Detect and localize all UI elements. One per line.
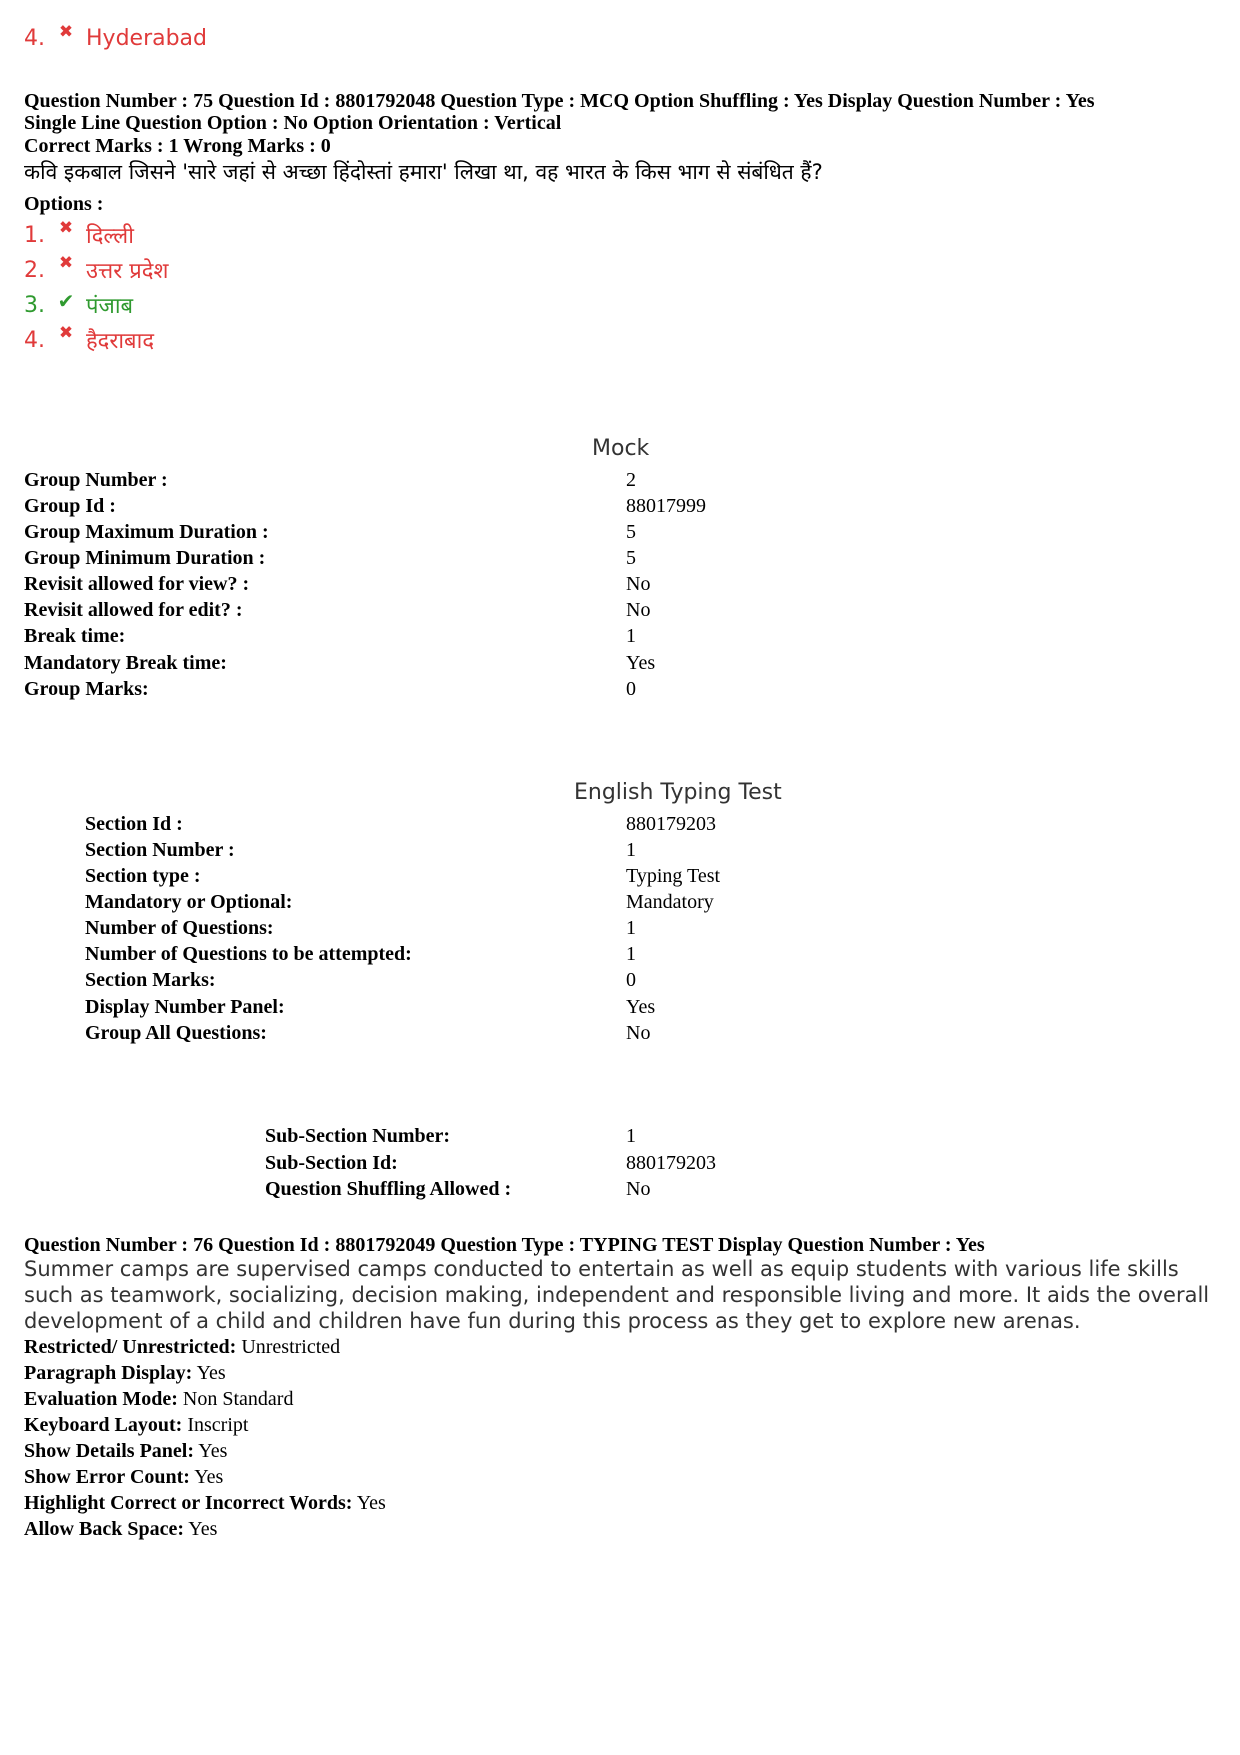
- setting-value: Yes: [194, 1466, 224, 1488]
- setting-row: [24, 1388, 293, 1411]
- setting-label: Allow Back Space:: [24, 1518, 184, 1540]
- setting-value: Yes: [196, 1362, 226, 1384]
- group-value: No: [626, 599, 651, 621]
- option-number: 4.: [24, 26, 45, 51]
- section-label: Number of Questions:: [85, 917, 274, 939]
- group-value: 0: [626, 678, 636, 700]
- setting-label: Restricted/ Unrestricted:: [24, 1336, 237, 1358]
- group-value: Yes: [626, 652, 656, 674]
- section-value: Yes: [626, 996, 656, 1018]
- setting-label: Highlight Correct or Incorrect Words:: [24, 1492, 353, 1514]
- question-75-header: [24, 90, 1094, 134]
- section-label: Section type :: [85, 865, 201, 887]
- section-value: Typing Test: [626, 865, 721, 887]
- section-label: Section Marks:: [85, 969, 216, 991]
- cross-icon: ✖: [58, 323, 74, 343]
- section-value: 880179203: [626, 813, 716, 835]
- group-label: Mandatory Break time:: [24, 652, 227, 674]
- options-label: Options :: [24, 193, 104, 215]
- setting-row: [24, 1440, 227, 1463]
- cross-icon: ✖: [58, 21, 74, 42]
- subsection-label: Sub-Section Number:: [265, 1125, 451, 1147]
- group-label: Group Maximum Duration :: [24, 521, 269, 543]
- setting-row: [24, 1362, 226, 1385]
- group-value: No: [626, 573, 651, 595]
- option-text: Hyderabad: [86, 26, 207, 51]
- group-label: Group Number :: [24, 469, 168, 491]
- option-text: हैदराबाद: [86, 329, 155, 354]
- section-label: Mandatory or Optional:: [85, 891, 293, 913]
- section-label: Group All Questions:: [85, 1022, 267, 1044]
- group-label: Group Minimum Duration :: [24, 547, 266, 569]
- option-text: उत्तर प्रदेश: [86, 259, 169, 284]
- group-value: 88017999: [626, 495, 706, 517]
- subsection-value: No: [626, 1178, 651, 1200]
- section-value: No: [626, 1022, 651, 1044]
- setting-row: [24, 1518, 217, 1541]
- option-number: 4.: [24, 327, 45, 353]
- setting-value: Yes: [356, 1492, 386, 1514]
- prev-option-4: [24, 21, 207, 51]
- setting-label: Keyboard Layout:: [24, 1414, 183, 1436]
- setting-value: Non Standard: [182, 1388, 294, 1410]
- cross-icon: ✖: [58, 218, 74, 238]
- setting-row: [24, 1466, 223, 1489]
- setting-row: [24, 1492, 386, 1515]
- option-text: पंजाब: [86, 294, 134, 319]
- question-75-header-line1: Question Number : 75 Question Id : 8801792048 Question Type : MCQ Option Shuffling : Yes Display Question Number : Yes: [24, 90, 1095, 112]
- setting-row: [24, 1336, 340, 1359]
- option-3: [24, 290, 133, 320]
- section-title: English Typing Test: [574, 780, 782, 805]
- group-label: Group Id :: [24, 495, 116, 517]
- section-value: Mandatory: [626, 891, 714, 913]
- option-number: 1.: [24, 222, 45, 248]
- setting-label: Show Error Count:: [24, 1466, 190, 1488]
- check-icon: ✔: [57, 289, 75, 313]
- setting-label: Evaluation Mode:: [24, 1388, 178, 1410]
- section-value: 1: [626, 917, 636, 939]
- group-value: 5: [626, 547, 636, 569]
- section-label: Display Number Panel:: [85, 996, 285, 1018]
- option-2: [24, 255, 168, 285]
- group-label: Break time:: [24, 625, 126, 647]
- setting-label: Show Details Panel:: [24, 1440, 194, 1462]
- setting-value: Yes: [188, 1518, 218, 1540]
- section-label: Section Id :: [85, 813, 183, 835]
- option-1: [24, 220, 134, 250]
- group-value: 5: [626, 521, 636, 543]
- cross-icon: ✖: [58, 253, 74, 273]
- question-76-header: Question Number : 76 Question Id : 8801792049 Question Type : TYPING TEST Display Question Number : Yes: [24, 1234, 985, 1256]
- setting-value: Unrestricted: [241, 1336, 341, 1358]
- subsection-label: Question Shuffling Allowed :: [265, 1178, 512, 1200]
- section-label: Number of Questions to be attempted:: [85, 943, 412, 965]
- section-value: 0: [626, 969, 636, 991]
- group-label: Revisit allowed for view? :: [24, 573, 250, 595]
- setting-value: Inscript: [187, 1414, 249, 1436]
- group-label: Revisit allowed for edit? :: [24, 599, 243, 621]
- question-75-header-line2: Single Line Question Option : No Option Orientation : Vertical: [24, 112, 562, 134]
- group-value: 1: [626, 625, 636, 647]
- question-75-text: कवि इकबाल जिसने 'सारे जहां से अच्छा हिंदोस्तां हमारा' लिखा था, वह भारत के किस भाग से संबंधित हैं?: [24, 160, 823, 184]
- group-value: 2: [626, 469, 636, 491]
- group-title: Mock: [592, 436, 650, 461]
- typing-passage: Summer camps are supervised camps conducted to entertain as well as equip students with various life skills such as teamwork, socializing, decision making, independent and responsible living and more. It aids the overall development of a child and children have fun during this process as they get to explore new arenas.: [24, 1257, 1210, 1333]
- section-label: Section Number :: [85, 839, 235, 861]
- section-value: 1: [626, 839, 636, 861]
- group-label: Group Marks:: [24, 678, 149, 700]
- setting-label: Paragraph Display:: [24, 1362, 193, 1384]
- option-number: 2.: [24, 257, 45, 283]
- option-text: दिल्ली: [86, 224, 134, 249]
- section-value: 1: [626, 943, 636, 965]
- subsection-value: 1: [626, 1125, 636, 1147]
- subsection-label: Sub-Section Id:: [265, 1152, 398, 1174]
- question-75-marks: Correct Marks : 1 Wrong Marks : 0: [24, 135, 331, 157]
- setting-value: Yes: [198, 1440, 228, 1462]
- option-4: [24, 325, 154, 355]
- subsection-value: 880179203: [626, 1152, 716, 1174]
- setting-row: [24, 1414, 248, 1437]
- option-number: 3.: [24, 292, 45, 318]
